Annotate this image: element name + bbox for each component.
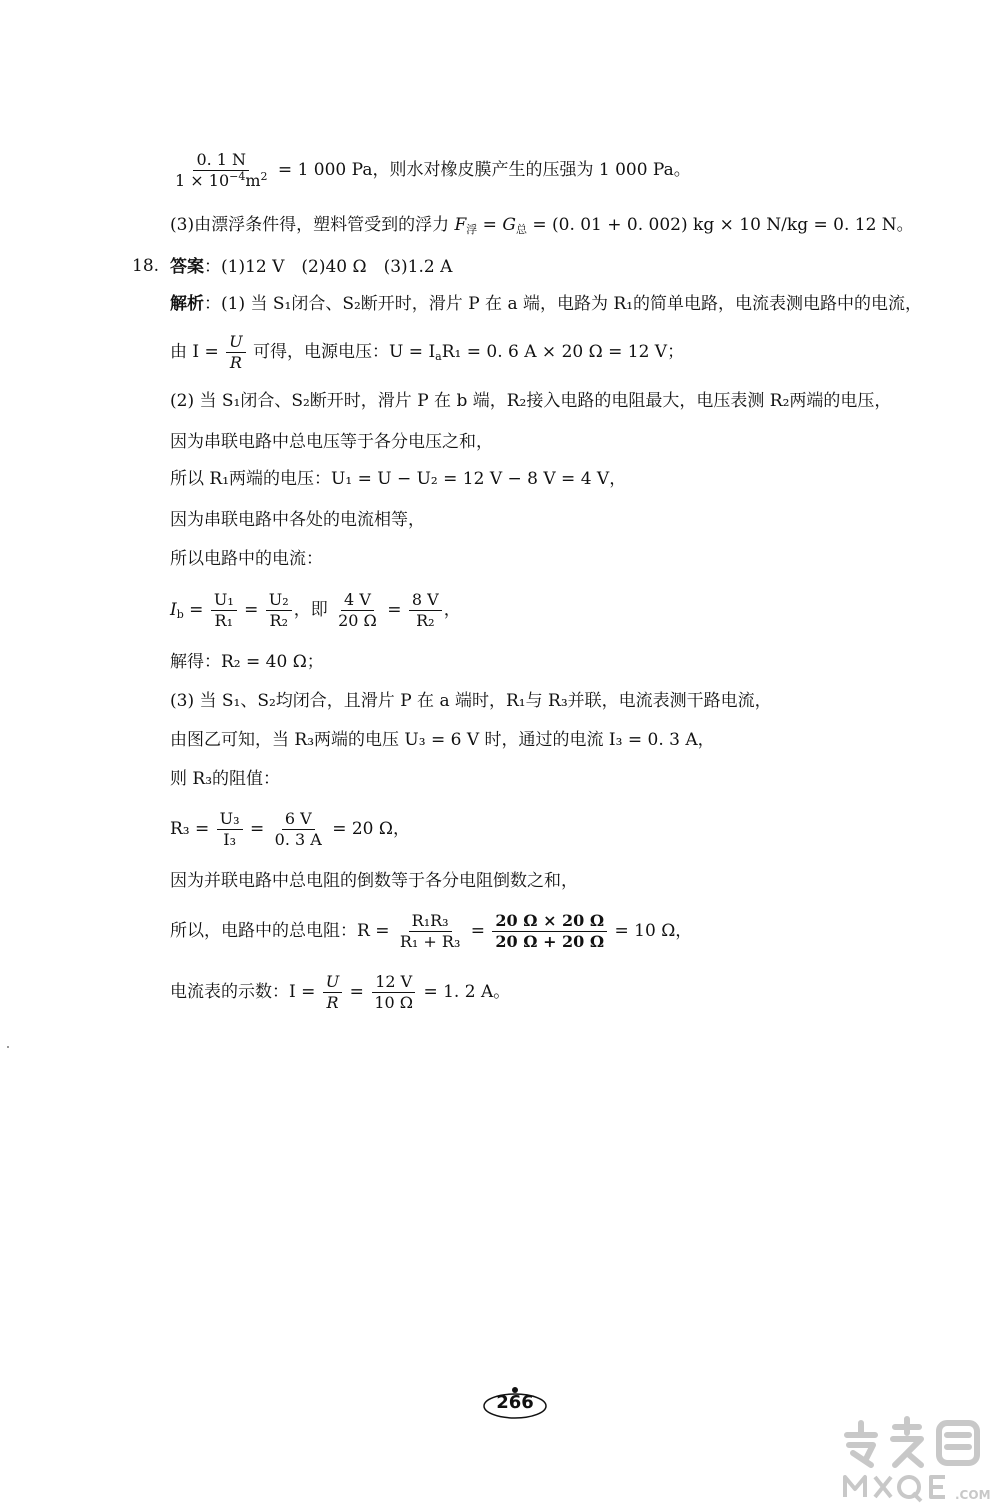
answer-line bbox=[170, 255, 452, 279]
fraction bbox=[172, 150, 271, 191]
fraction: $\frac{8 V}{\text{R₂}}$ bbox=[409, 590, 442, 631]
analysis-line-14: 因为并联电路中总电阻的倒数等于各分电阻倒数之和， bbox=[170, 871, 578, 891]
analysis-line-7: 所以电路中的电流： bbox=[170, 549, 323, 569]
watermark-logo bbox=[835, 1413, 995, 1505]
analysis-line-4: 因为串联电路中总电压等于各分电压之和， bbox=[170, 432, 493, 452]
fraction: $\frac{\text{U₁}}{\text{R₁}}$ bbox=[211, 590, 237, 631]
analysis-line-15: 所以，电路中的总电阻：R = $\frac{\text{R₁R₃}}{\text{R₁ + R₃}}$ = $\frac{20 \Omega \times 20 \Omega}{20 \Omega + 20 \Omega}$ = 10 Ω， bbox=[170, 911, 693, 951]
analysis-line-11: 由图乙可知，当 R₃两端的电压 U₃ = 6 V 时，通过的电流 I₃ = 0. 3 A， bbox=[170, 730, 715, 750]
analysis-line-8: $I_b$ = $\frac{\text{U₁}}{\text{R₁}}$ = $\frac{\text{U₂}}{\text{R₂}}$ ，即 $\frac{4 V}{20 \Omega}$ = $\frac{8 V}{\text{R₂}}$ ， bbox=[170, 590, 461, 630]
buoyancy-line: (3)由漂浮条件得，塑料管受到的浮力 $F_浮 = G_总 = (0$. 01 + 0. 002) kg × 10 N/kg = 0. 12 N。 bbox=[170, 215, 914, 236]
analysis-line-5: 所以 R₁两端的电压：U₁ = U − U₂ = 12 V − 8 V = 4 V， bbox=[170, 469, 627, 489]
analysis-line-9: 解得：R₂ = 40 Ω； bbox=[170, 652, 324, 672]
analysis-line-10: (3) 当 S₁、S₂均闭合，且滑片 P 在 a 端时，R₁与 R₃并联，电流表测干路电流， bbox=[170, 691, 772, 711]
analysis-line-2: 由 I = $\frac{U}{R}$ 可得，电源电压：$U = I_aR_1 = 0$. 6 A × 20 Ω = 12 V； bbox=[170, 332, 685, 372]
pressure-result-line bbox=[170, 150, 691, 191]
fraction: $\frac{U}{R}$ bbox=[323, 972, 342, 1013]
fraction: $\frac{\text{U₂}}{\text{R₂}}$ bbox=[266, 590, 292, 631]
answer-label: 答案 bbox=[170, 257, 204, 277]
denominator: $1 \times 10^{-4}m^2$ bbox=[175, 170, 268, 190]
numerator: 0. 1 N bbox=[193, 150, 249, 171]
watermark-logo-icon bbox=[835, 1413, 995, 1505]
svg-text:.COM: .COM bbox=[955, 1488, 991, 1502]
question-number: 18. bbox=[132, 256, 160, 276]
analysis-label: 解析 bbox=[170, 294, 204, 314]
fraction: $\frac{\text{R₁R₃}}{\text{R₁ + R₃}}$ bbox=[399, 911, 461, 951]
fraction: $\frac{20 \Omega \times 20 \Omega}{20 \Omega + 20 \Omega}$ bbox=[492, 911, 607, 952]
fraction: $\frac{4 V}{20 \Omega}$ bbox=[338, 590, 377, 630]
analysis-line-12: 则 R₃的阻值： bbox=[170, 769, 281, 789]
analysis-line-13: R₃ = $\frac{\text{U₃}}{\text{I₃}}$ = $\frac{6 V}{0. 3 A}$ = 20 Ω， bbox=[170, 809, 410, 849]
answer-text: ：(1)12 V (2)40 Ω (3)1.2 A bbox=[204, 257, 453, 277]
analysis-line-6: 因为串联电路中各处的电流相等， bbox=[170, 510, 425, 530]
analysis-line-1: 解析：(1) 当 S₁闭合、S₂断开时，滑片 P 在 a 端，电路为 R₁的简单电路，电流表测电路中的电流， bbox=[170, 294, 923, 314]
page-number-text: 266 bbox=[496, 1392, 534, 1413]
fraction: $\frac{\text{U₃}}{\text{I₃}}$ bbox=[217, 809, 243, 850]
fraction: $\frac{6 V}{0. 3 A}$ bbox=[274, 809, 322, 849]
fraction: $\frac{U}{R}$ bbox=[226, 332, 245, 373]
fraction: $\frac{12 V}{10 \Omega}$ bbox=[371, 972, 416, 1013]
analysis-line-3: (2) 当 S₁闭合、S₂断开时，滑片 P 在 b 端，R₂接入电路的电阻最大，电压表测 R₂两端的电压， bbox=[170, 391, 892, 411]
scan-speck bbox=[7, 1046, 9, 1048]
pressure-result-text: = 1 000 Pa，则水对橡皮膜产生的压强为 1 000 Pa。 bbox=[277, 160, 691, 180]
page-number bbox=[482, 1386, 548, 1420]
analysis-line-16: 电流表的示数：I = $\frac{U}{R}$ = $\frac{12 V}{10 \Omega}$ = 1. 2 A。 bbox=[170, 972, 511, 1012]
